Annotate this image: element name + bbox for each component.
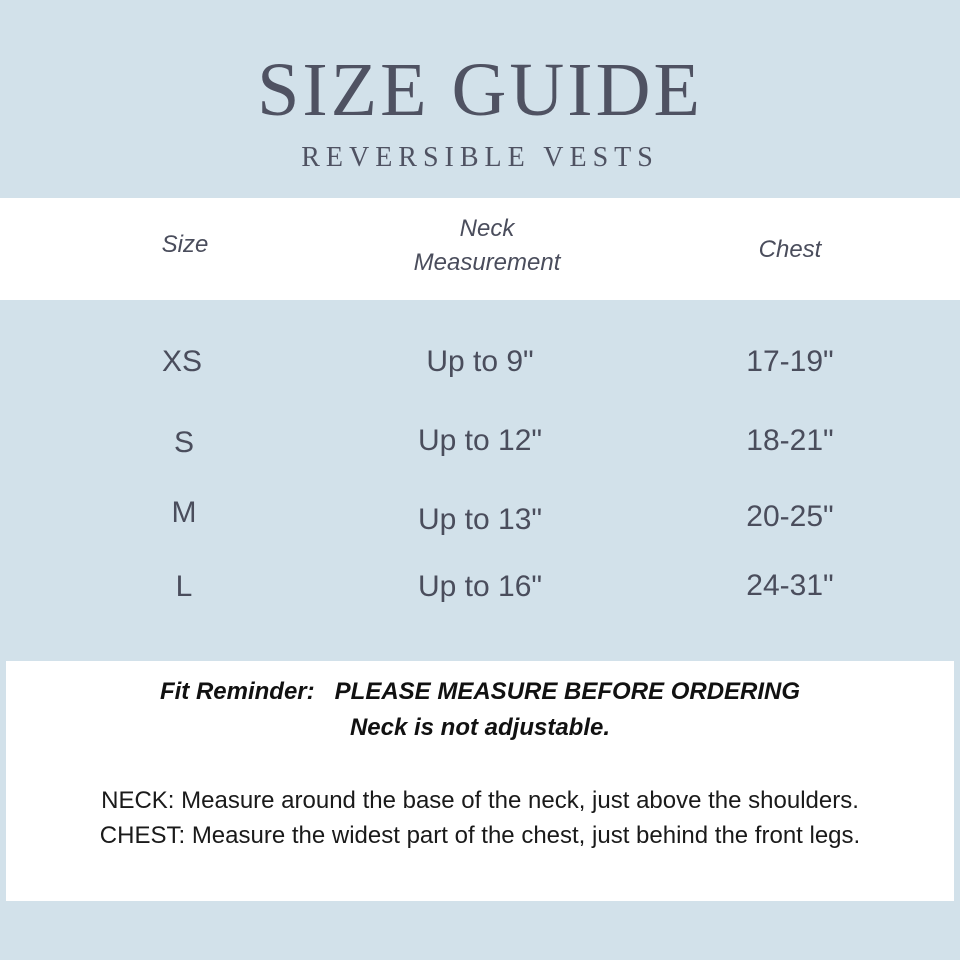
fit-reminder-text: PLEASE MEASURE BEFORE ORDERING	[334, 678, 801, 705]
table-header	[0, 198, 960, 300]
neck-instruction: NECK: Measure around the base of the neck, just above the shoulders.	[101, 787, 859, 814]
neck-cell: Up to 16"	[417, 570, 543, 603]
chest-instruction: CHEST: Measure the widest part of the chest, just behind the front legs.	[99, 822, 861, 849]
header-neck-line2: Measurement	[413, 249, 561, 276]
chest-cell: 17-19"	[746, 345, 834, 378]
size-cell: S	[173, 426, 195, 459]
neck-cell: Up to 13"	[417, 503, 543, 536]
fit-reminder-label: Fit Reminder:	[159, 678, 315, 705]
page-title: SIZE GUIDE	[257, 48, 703, 132]
adjustable-note: Neck is not adjustable.	[349, 714, 611, 741]
header-neck	[414, 212, 561, 280]
chest-cell: 24-31"	[746, 569, 834, 602]
header-chest: Chest	[758, 236, 822, 263]
size-cell: L	[175, 570, 193, 603]
fit-reminder	[6, 680, 954, 704]
header-size: Size	[161, 231, 209, 258]
fit-note	[6, 661, 954, 901]
neck-cell: Up to 9"	[426, 345, 534, 378]
neck-cell: Up to 12"	[417, 424, 543, 457]
header-neck-line1: Neck	[459, 215, 515, 242]
chest-cell: 18-21"	[746, 424, 834, 457]
size-cell: M	[171, 496, 197, 529]
page-subtitle: REVERSIBLE VESTS	[301, 142, 659, 173]
chest-cell: 20-25"	[746, 500, 834, 533]
size-cell: XS	[161, 345, 203, 378]
